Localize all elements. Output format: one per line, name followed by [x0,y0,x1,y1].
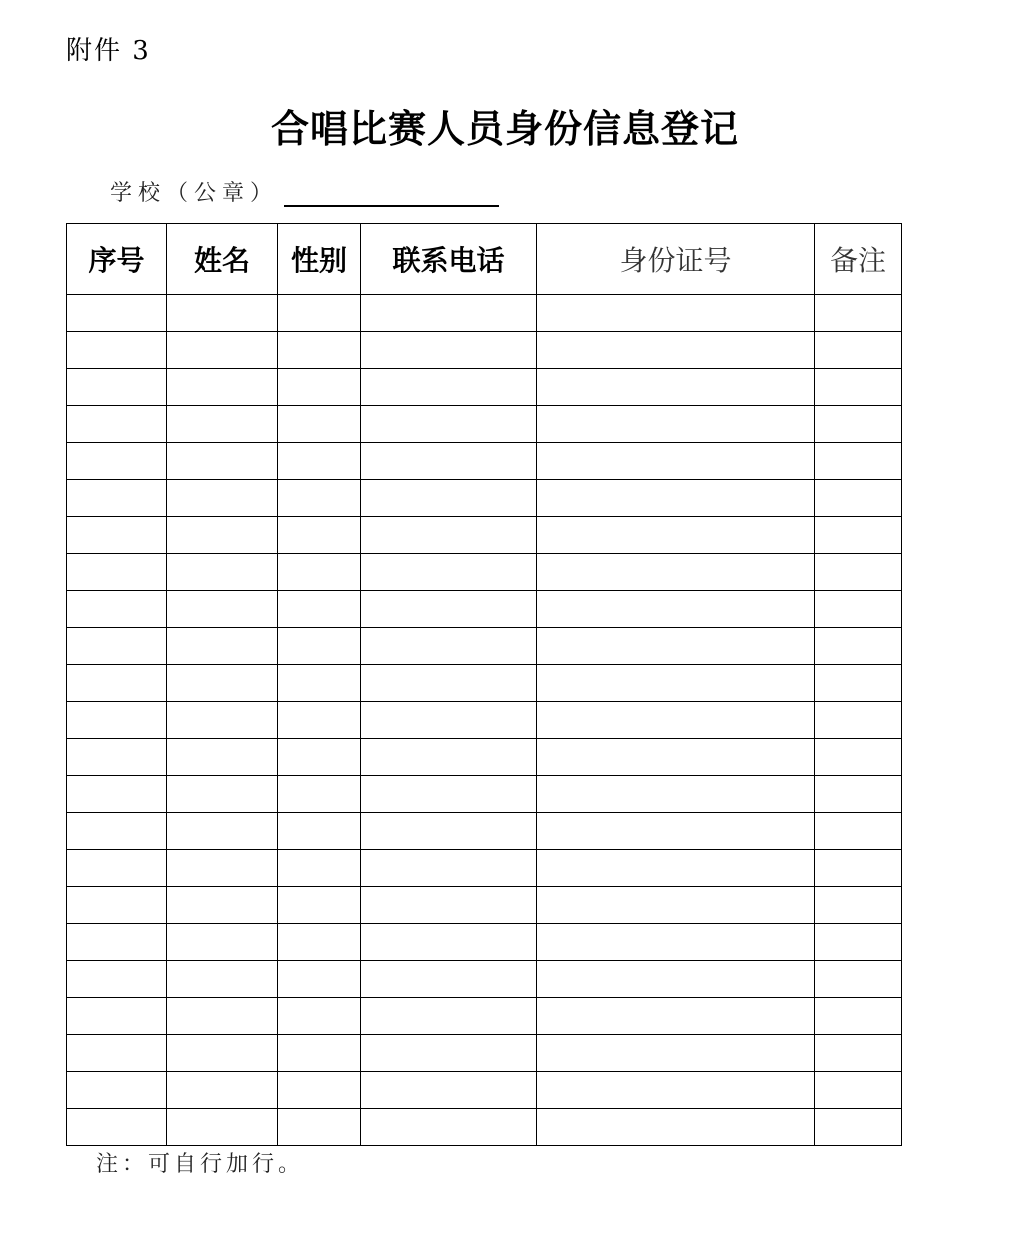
cell-gender[interactable] [278,702,361,739]
cell-serial[interactable] [67,998,167,1035]
cell-remarks[interactable] [815,961,902,998]
cell-name[interactable] [167,1072,278,1109]
cell-remarks[interactable] [815,813,902,850]
cell-serial[interactable] [67,1072,167,1109]
cell-name[interactable] [167,517,278,554]
cell-gender[interactable] [278,480,361,517]
cell-phone[interactable] [361,739,537,776]
table-row [67,1109,902,1146]
table-row [67,739,902,776]
cell-remarks[interactable] [815,369,902,406]
cell-name[interactable] [167,1109,278,1146]
cell-name[interactable] [167,739,278,776]
table-row [67,295,902,332]
cell-remarks[interactable] [815,517,902,554]
cell-id-number[interactable] [537,887,815,924]
cell-gender[interactable] [278,1109,361,1146]
cell-id-number[interactable] [537,998,815,1035]
cell-serial[interactable] [67,776,167,813]
cell-remarks[interactable] [815,1072,902,1109]
cell-phone[interactable] [361,998,537,1035]
cell-name[interactable] [167,554,278,591]
table-row [67,554,902,591]
cell-serial[interactable] [67,554,167,591]
cell-id-number[interactable] [537,665,815,702]
cell-name[interactable] [167,924,278,961]
cell-phone[interactable] [361,295,537,332]
cell-remarks[interactable] [815,443,902,480]
cell-gender[interactable] [278,295,361,332]
cell-serial[interactable] [67,702,167,739]
cell-name[interactable] [167,406,278,443]
cell-serial[interactable] [67,739,167,776]
cell-id-number[interactable] [537,739,815,776]
cell-gender[interactable] [278,332,361,369]
column-header-phone: 联系电话 [361,224,537,295]
cell-phone[interactable] [361,591,537,628]
cell-phone[interactable] [361,517,537,554]
column-header-id-number: 身份证号 [537,224,815,295]
cell-gender[interactable] [278,924,361,961]
document-title: 合唱比赛人员身份信息登记 [270,107,739,151]
cell-remarks[interactable] [815,776,902,813]
table-row [67,776,902,813]
cell-gender[interactable] [278,776,361,813]
cell-remarks[interactable] [815,850,902,887]
column-header-remarks: 备注 [815,224,902,295]
cell-name[interactable] [167,665,278,702]
cell-id-number[interactable] [537,1109,815,1146]
cell-name[interactable] [167,998,278,1035]
cell-name[interactable] [167,887,278,924]
table-header-row [67,224,902,295]
table-row [67,443,902,480]
cell-serial[interactable] [67,628,167,665]
table-row [67,369,902,406]
cell-remarks[interactable] [815,887,902,924]
cell-phone[interactable] [361,776,537,813]
cell-id-number[interactable] [537,406,815,443]
cell-name[interactable] [167,295,278,332]
cell-serial[interactable] [67,813,167,850]
table-row [67,998,902,1035]
cell-id-number[interactable] [537,924,815,961]
table-row [67,591,902,628]
cell-phone[interactable] [361,443,537,480]
cell-name[interactable] [167,776,278,813]
cell-serial[interactable] [67,591,167,628]
cell-remarks[interactable] [815,591,902,628]
cell-id-number[interactable] [537,702,815,739]
cell-id-number[interactable] [537,295,815,332]
cell-phone[interactable] [361,1072,537,1109]
cell-name[interactable] [167,813,278,850]
table-row [67,332,902,369]
cell-id-number[interactable] [537,1072,815,1109]
table-row [67,628,902,665]
cell-id-number[interactable] [537,332,815,369]
cell-name[interactable] [167,591,278,628]
cell-phone[interactable] [361,961,537,998]
cell-remarks[interactable] [815,702,902,739]
cell-serial[interactable] [67,443,167,480]
cell-phone[interactable] [361,702,537,739]
cell-serial[interactable] [67,406,167,443]
table-row [67,480,902,517]
table-row [67,961,902,998]
cell-remarks[interactable] [815,1109,902,1146]
cell-id-number[interactable] [537,1035,815,1072]
table-row [67,813,902,850]
table-row [67,406,902,443]
cell-phone[interactable] [361,628,537,665]
cell-serial[interactable] [67,517,167,554]
cell-remarks[interactable] [815,665,902,702]
cell-phone[interactable] [361,850,537,887]
cell-remarks[interactable] [815,554,902,591]
cell-gender[interactable] [278,998,361,1035]
cell-id-number[interactable] [537,443,815,480]
cell-id-number[interactable] [537,628,815,665]
cell-remarks[interactable] [815,332,902,369]
school-name-blank[interactable] [284,179,499,207]
cell-id-number[interactable] [537,961,815,998]
cell-serial[interactable] [67,369,167,406]
cell-phone[interactable] [361,480,537,517]
cell-id-number[interactable] [537,850,815,887]
cell-name[interactable] [167,702,278,739]
column-header-gender: 性别 [278,224,361,295]
cell-id-number[interactable] [537,517,815,554]
cell-name[interactable] [167,332,278,369]
table-row [67,887,902,924]
attachment-label: 附件 3 [66,36,151,66]
table-row [67,924,902,961]
cell-gender[interactable] [278,406,361,443]
cell-gender[interactable] [278,369,361,406]
column-header-name: 姓名 [167,224,278,295]
cell-serial[interactable] [67,1035,167,1072]
cell-phone[interactable] [361,332,537,369]
cell-serial[interactable] [67,295,167,332]
cell-gender[interactable] [278,1035,361,1072]
cell-remarks[interactable] [815,1035,902,1072]
table-row [67,1035,902,1072]
cell-serial[interactable] [67,961,167,998]
cell-phone[interactable] [361,369,537,406]
table-body [67,295,902,1146]
cell-id-number[interactable] [537,591,815,628]
cell-name[interactable] [167,850,278,887]
cell-phone[interactable] [361,406,537,443]
cell-serial[interactable] [67,332,167,369]
cell-remarks[interactable] [815,739,902,776]
registration-table [66,223,902,1146]
school-seal-row [110,176,499,207]
cell-name[interactable] [167,480,278,517]
cell-phone[interactable] [361,924,537,961]
cell-gender[interactable] [278,517,361,554]
table-row [67,665,902,702]
cell-gender[interactable] [278,961,361,998]
cell-serial[interactable] [67,1109,167,1146]
column-header-serial: 序号 [67,224,167,295]
cell-remarks[interactable] [815,295,902,332]
school-seal-label: 学校（公章） [110,181,279,206]
cell-id-number[interactable] [537,813,815,850]
cell-id-number[interactable] [537,554,815,591]
cell-remarks[interactable] [815,480,902,517]
cell-phone[interactable] [361,1035,537,1072]
cell-id-number[interactable] [537,369,815,406]
cell-serial[interactable] [67,480,167,517]
cell-phone[interactable] [361,1109,537,1146]
cell-phone[interactable] [361,813,537,850]
cell-remarks[interactable] [815,998,902,1035]
cell-gender[interactable] [278,443,361,480]
cell-remarks[interactable] [815,628,902,665]
cell-name[interactable] [167,1035,278,1072]
cell-gender[interactable] [278,665,361,702]
cell-phone[interactable] [361,887,537,924]
cell-name[interactable] [167,369,278,406]
cell-remarks[interactable] [815,406,902,443]
cell-gender[interactable] [278,850,361,887]
cell-id-number[interactable] [537,776,815,813]
cell-serial[interactable] [67,924,167,961]
cell-name[interactable] [167,628,278,665]
cell-gender[interactable] [278,1072,361,1109]
footer-note: 注：可自行加行。 [96,1152,305,1177]
table-row [67,517,902,554]
cell-serial[interactable] [67,887,167,924]
cell-name[interactable] [167,961,278,998]
table-row [67,1072,902,1109]
cell-serial[interactable] [67,665,167,702]
cell-phone[interactable] [361,665,537,702]
cell-gender[interactable] [278,591,361,628]
cell-gender[interactable] [278,813,361,850]
table-row [67,850,902,887]
cell-gender[interactable] [278,887,361,924]
cell-gender[interactable] [278,554,361,591]
cell-name[interactable] [167,443,278,480]
cell-id-number[interactable] [537,480,815,517]
cell-remarks[interactable] [815,924,902,961]
cell-gender[interactable] [278,739,361,776]
cell-gender[interactable] [278,628,361,665]
table-row [67,702,902,739]
cell-serial[interactable] [67,850,167,887]
cell-phone[interactable] [361,554,537,591]
